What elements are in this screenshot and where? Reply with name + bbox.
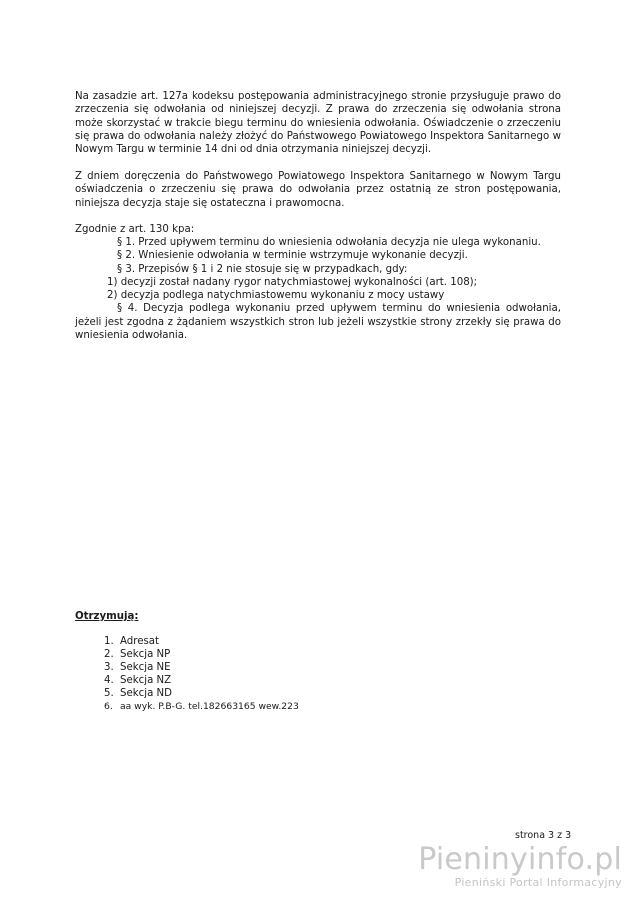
- recipient-item: [104, 661, 299, 674]
- recipient-item: [104, 700, 299, 713]
- watermark-brand: Pieninyinfo.pl: [418, 842, 622, 877]
- recipient-number: 5.: [104, 688, 114, 699]
- recipient-number: 2.: [104, 649, 114, 660]
- article-130-provisions: [75, 236, 561, 342]
- recipients-heading: Otrzymują:: [75, 611, 139, 622]
- watermark-tagline: Pieniński Portal Informacyjny: [454, 876, 622, 889]
- recipient-item: [104, 687, 299, 700]
- recipient-label: aa wyk. P.B-G. tel.182663165 wew.223: [120, 701, 299, 712]
- watermark: [418, 844, 622, 890]
- article-130-intro: Zgodnie z art. 130 kpa:: [75, 224, 195, 235]
- recipient-number: 6.: [104, 701, 113, 712]
- recipient-label: Sekcja NE: [120, 662, 171, 673]
- recipient-label: Adresat: [120, 636, 160, 647]
- recipient-label: Sekcja ND: [120, 688, 173, 699]
- recipient-item: [104, 648, 299, 661]
- recipient-label: Sekcja NP: [120, 649, 171, 660]
- recipient-number: 4.: [104, 675, 114, 686]
- provision-2: § 2. Wniesienie odwołania w terminie wstrzymuje wykonanie decyzji.: [117, 250, 468, 262]
- provision-3-item-1: 1) decyzji został nadany rygor natychmiastowej wykonalności (art. 108);: [107, 276, 478, 288]
- provision-3-item-2: 2) decyzja podlega natychmiastowemu wykonaniu z mocy ustawy: [107, 290, 445, 302]
- page-number: strona 3 z 3: [515, 830, 572, 841]
- recipient-number: 1.: [104, 636, 114, 647]
- paragraph-finality: Z dniem doręczenia do Państwowego Powiatowego Inspektora Sanitarnego w Nowym Targu oświadczenia o zrzeczeniu się prawa do odwołania przez ostatnią ze stron postępowania, niniejsza decyzja staje się ostateczna i prawomocna.: [75, 171, 561, 209]
- provision-1: § 1. Przed upływem terminu do wniesienia odwołania decyzja nie ulega wykonaniu.: [117, 237, 541, 248]
- provision-4: § 4. Decyzja podlega wykonaniu przed upływem terminu do wniesienia odwołania, jeżeli jest zgodna z żądaniem wszystkich stron lub jeżeli wszystkie strony zrzekły się prawa do wniesienia odwołania.: [75, 303, 561, 342]
- recipient-number: 3.: [104, 662, 114, 673]
- recipients-list: [104, 635, 299, 713]
- recipient-label: Sekcja NZ: [120, 675, 172, 686]
- provision-3: § 3. Przepisów § 1 i 2 nie stosuje się w przypadkach, gdy:: [117, 263, 408, 275]
- recipient-item: [104, 635, 299, 648]
- recipient-item: [104, 674, 299, 687]
- paragraph-waiver-right: Na zasadzie art. 127a kodeksu postępowania administracyjnego stronie przysługuje prawo do zrzeczenia się odwołania od niniejszej decyzji. Z prawa do zrzeczenia się odwołania strona może skorzystać w trakcie biegu terminu do wniesienia odwołania. Oświadczenie o zrzeczeniu się prawa do odwołania należy złożyć do Państwowego Powiatowego Inspektora Sanitarnego w Nowym Targu w terminie 14 dni od dnia otrzymania niniejszej decyzji.: [75, 91, 561, 156]
